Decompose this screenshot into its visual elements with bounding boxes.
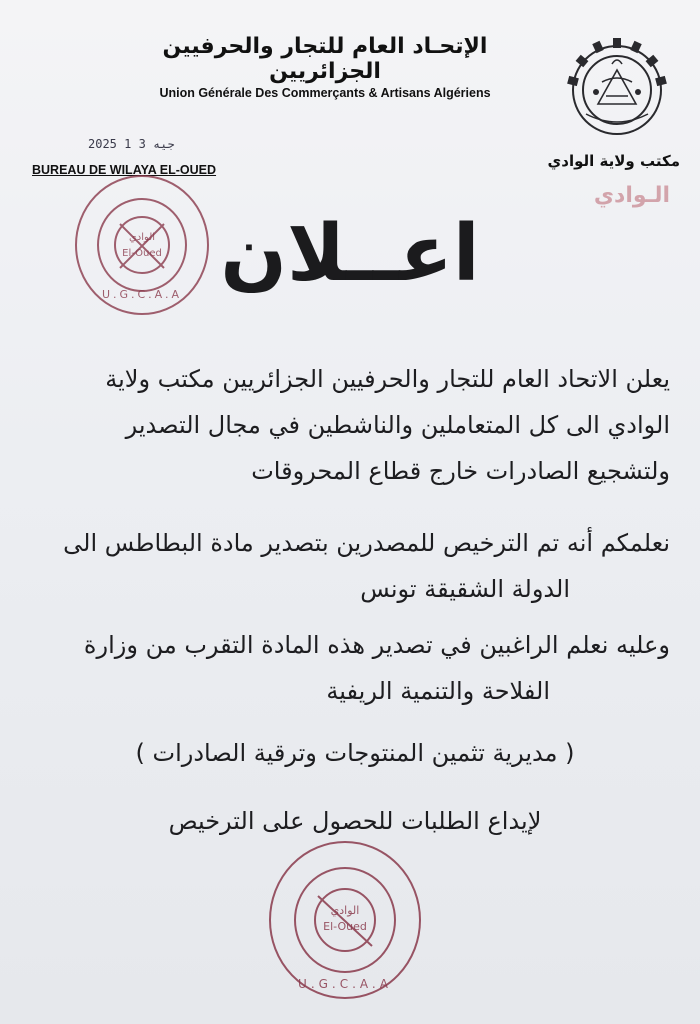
- paragraph-1-line-1: يعلن الاتحاد العام للتجار والحرفيين الجزائريين مكتب ولاية: [105, 365, 670, 393]
- announcement-title: اعــلان: [220, 209, 480, 299]
- paragraph-1-line-3: ولتشجيع الصادرات خارج قطاع المحروقات: [251, 457, 670, 485]
- bureau-name-french: BUREAU DE WILAYA EL-OUED: [32, 163, 217, 177]
- union-logo-icon: [556, 34, 678, 142]
- stamp-bottom-center-arabic: الوادي: [330, 904, 360, 917]
- paragraph-1-line-2: الوادي الى كل المتعاملين والناشطين في مجال التصدير: [125, 411, 670, 439]
- paragraph-2: [40, 520, 670, 612]
- stamp-bottom-ugcaa: U.G.C.A.A: [298, 977, 392, 991]
- paragraph-3-line-2: الفلاحة والتنمية الريفية: [326, 677, 550, 705]
- paragraph-3: [40, 622, 670, 714]
- stamp-center-arabic: الوادي: [128, 232, 156, 243]
- date-stamp: 2025 جيه 3 1: [88, 137, 175, 151]
- bureau-name-arabic: مكتب ولاية الوادي: [547, 152, 680, 170]
- red-stamp-text: الـوادي: [593, 183, 670, 208]
- union-title-arabic: الإتحـاد العام للتجار والحرفيين الجزائريين: [162, 34, 488, 84]
- stamp-center-french: El-Oued: [122, 248, 162, 259]
- stamp-bottom-center-french: El-Oued: [323, 920, 367, 933]
- paragraph-1: [40, 356, 670, 494]
- stamp-bottom-text: U.G.C.A.A: [101, 288, 183, 301]
- closing-line: لإيداع الطلبات للحصول على الترخيص: [168, 807, 542, 835]
- round-stamp-bottom-icon: [266, 838, 424, 1002]
- paragraph-2-line-1: نعلمكم أنه تم الترخيص للمصدرين بتصدير مادة البطاطس الى: [63, 529, 670, 557]
- directorate-line: ( مديرية تثمين المنتوجات وترقية الصادرات ): [135, 739, 575, 767]
- paragraph-3-line-1: وعليه نعلم الراغبين في تصدير هذه المادة التقرب من وزارة: [83, 631, 670, 659]
- paragraph-2-line-2: الدولة الشقيقة تونس: [360, 575, 570, 603]
- union-title-french: Union Générale Des Commerçants & Artisans Algériens: [159, 86, 491, 100]
